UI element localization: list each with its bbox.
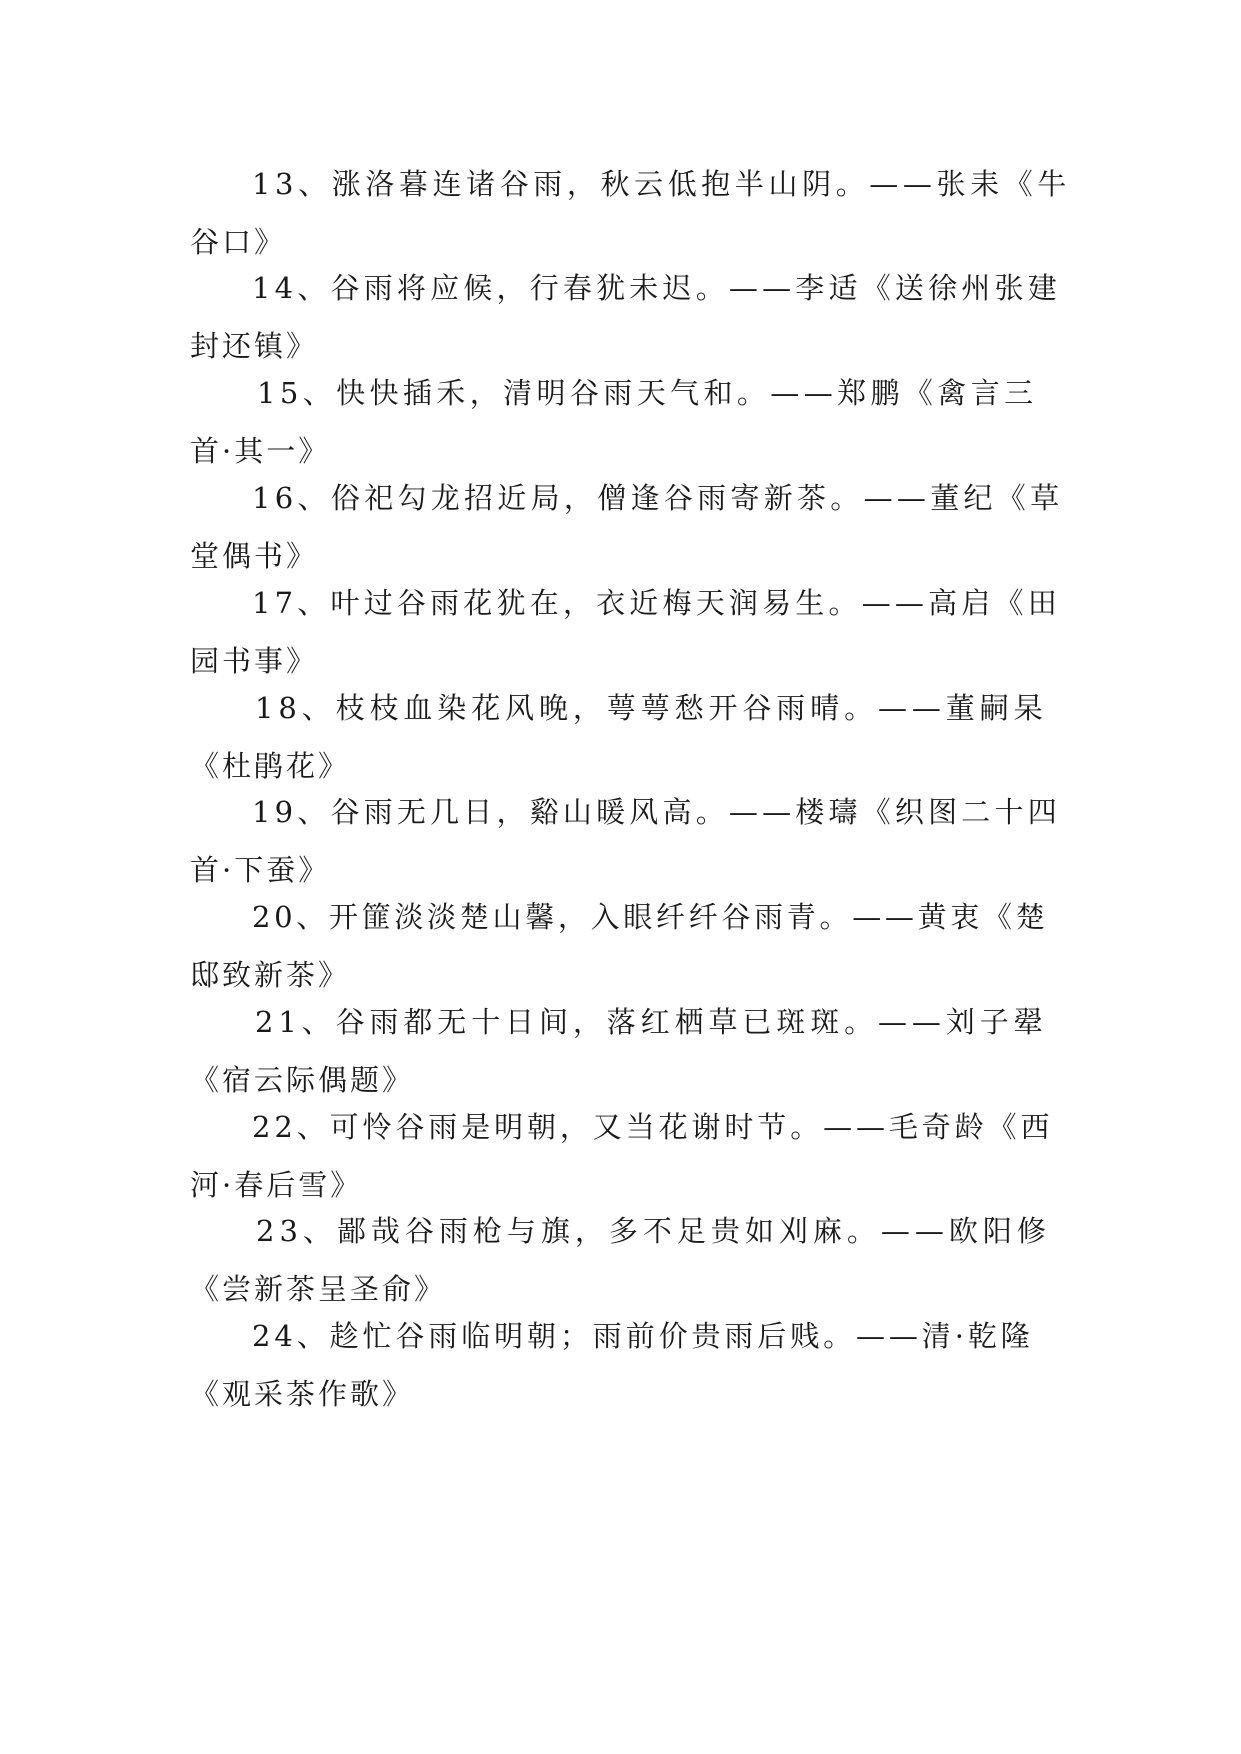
poem-entry-21 [0,1002,1241,1118]
entry-line-1: 13、涨洛暮连诸谷雨，秋云低抱半山阴。——张耒《牛 [252,167,1071,201]
entry-line-2: 封还镇》 [190,329,319,363]
entry-line-2: 堂偶书》 [190,539,319,573]
entry-line-1: 24、趁忙谷雨临明朝；雨前价贵雨后贱。——清·乾隆 [252,1319,1034,1353]
entry-line-2: 《尝新茶呈圣俞》 [190,1272,447,1306]
entry-line-2: 园书事》 [190,644,319,678]
entry-line-1: 20、开篚淡淡楚山馨，入眼纤纤谷雨青。——黄衷《楚 [252,900,1049,934]
entry-line-2: 《宿云际偶题》 [190,1063,415,1097]
entry-line-2: 河·春后雪》 [190,1168,363,1202]
entry-line-2: 首·下蚕》 [190,853,331,887]
entry-line-2: 谷口》 [190,225,287,259]
poem-entry-17 [0,583,1241,699]
entry-line-1: 15、快快插禾，清明谷雨天气和。——郑鹏《禽言三 [257,376,1038,410]
entry-line-1: 19、谷雨无几日，谿山暖风高。——楼璹《织图二十四 [252,795,1061,829]
entry-line-2: 首·其一》 [190,434,331,468]
poem-entry-15 [0,373,1241,489]
entry-line-1: 22、可怜谷雨是明朝，又当花谢时节。——毛奇龄《西 [252,1110,1054,1144]
entry-line-1: 14、谷雨将应候，行春犹未迟。——李适《送徐州张建 [252,271,1061,305]
entry-line-1: 18、枝枝血染花风晚，萼萼愁开谷雨晴。——董嗣杲 [255,691,1048,725]
entry-line-2: 《观采茶作歌》 [190,1377,415,1411]
poem-entry-22 [0,1107,1241,1223]
entry-line-1: 21、谷雨都无十日间，落红栖草已斑斑。——刘子翚 [255,1005,1048,1039]
entry-line-1: 23、鄙哉谷雨枪与旗，多不足贵如刈麻。——欧阳修 [256,1214,1051,1248]
entry-line-2: 邸致新茶》 [190,958,351,992]
poem-entry-14 [0,268,1241,384]
poem-entry-18 [0,688,1241,804]
poem-entry-20 [0,897,1241,1013]
entry-line-1: 17、叶过谷雨花犹在，衣近梅天润易生。——高启《田 [252,586,1061,620]
poem-entry-24 [0,1316,1241,1432]
entry-line-1: 16、俗祀勾龙招近局，僧逢谷雨寄新茶。——董纪《草 [252,481,1064,515]
poem-entry-23 [0,1211,1241,1327]
poem-entry-19 [0,792,1241,908]
entry-line-2: 《杜鹃花》 [190,749,351,783]
poem-entry-13 [0,164,1241,280]
poem-entry-16 [0,478,1241,594]
